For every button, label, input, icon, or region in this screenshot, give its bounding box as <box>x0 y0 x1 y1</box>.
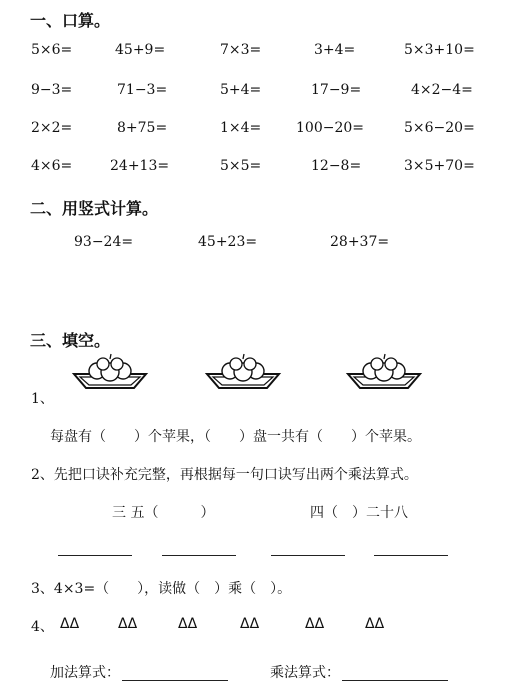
answer-blank[interactable] <box>162 555 236 556</box>
calc-item: 5×5= <box>220 158 262 174</box>
question2-text: 2、先把口诀补充完整，再根据每一句口诀写出两个乘法算式。 <box>31 467 418 483</box>
calc-item: 5+4= <box>220 82 262 98</box>
calc-item: 5×3+10= <box>404 42 475 58</box>
addition-answer-blank[interactable] <box>122 680 228 681</box>
triangle-group: ΔΔ <box>365 616 385 632</box>
triangle-group: ΔΔ <box>60 616 80 632</box>
question1-text: 每盘有（ ）个苹果，（ ）盘一共有（ ）个苹果。 <box>50 429 421 445</box>
answer-blank[interactable] <box>374 555 448 556</box>
vertical-calc-problem: 93−24= <box>74 234 134 250</box>
calc-item: 12−8= <box>311 158 362 174</box>
calc-item: 3+4= <box>314 42 356 58</box>
mnemonic-left: 三 五（ ） <box>112 505 215 521</box>
mnemonic-right: 四（ ）二十八 <box>310 505 408 521</box>
apple-plate-image <box>72 356 148 390</box>
answer-blank[interactable] <box>58 555 132 556</box>
apple-plate-image <box>346 356 422 390</box>
calc-item: 5×6−20= <box>404 120 475 136</box>
calc-item: 8+75= <box>117 120 168 136</box>
triangle-group: ΔΔ <box>240 616 260 632</box>
vertical-calc-problem: 28+37= <box>330 234 390 250</box>
answer-blank[interactable] <box>271 555 345 556</box>
multiplication-answer-blank[interactable] <box>342 680 448 681</box>
section2-title: 二、用竖式计算。 <box>30 199 159 218</box>
calc-item: 2×2= <box>31 120 73 136</box>
question1-number: 1、 <box>31 391 54 407</box>
vertical-calc-problem: 45+23= <box>198 234 258 250</box>
triangle-group: ΔΔ <box>118 616 138 632</box>
calc-item: 45+9= <box>115 42 166 58</box>
apple-plate-image <box>205 356 281 390</box>
triangle-group: ΔΔ <box>305 616 325 632</box>
calc-item: 4×2−4= <box>411 82 473 98</box>
calc-item: 24+13= <box>110 158 170 174</box>
calc-item: 4×6= <box>31 158 73 174</box>
calc-item: 71−3= <box>117 82 168 98</box>
addition-label: 加法算式： <box>50 665 120 681</box>
section1-title: 一、口算。 <box>30 11 111 30</box>
question4-number: 4、 <box>31 619 54 635</box>
section3-title: 三、填空。 <box>30 331 111 350</box>
calc-item: 9−3= <box>31 82 73 98</box>
calc-item: 100−20= <box>296 120 364 136</box>
question3-text: 3、4×3=（ ），读做（ ）乘（ ）。 <box>31 581 292 597</box>
multiplication-label: 乘法算式： <box>270 665 340 681</box>
calc-item: 1×4= <box>220 120 262 136</box>
calc-item: 7×3= <box>220 42 262 58</box>
triangle-group: ΔΔ <box>178 616 198 632</box>
calc-item: 5×6= <box>31 42 73 58</box>
calc-item: 17−9= <box>311 82 362 98</box>
calc-item: 3×5+70= <box>404 158 475 174</box>
